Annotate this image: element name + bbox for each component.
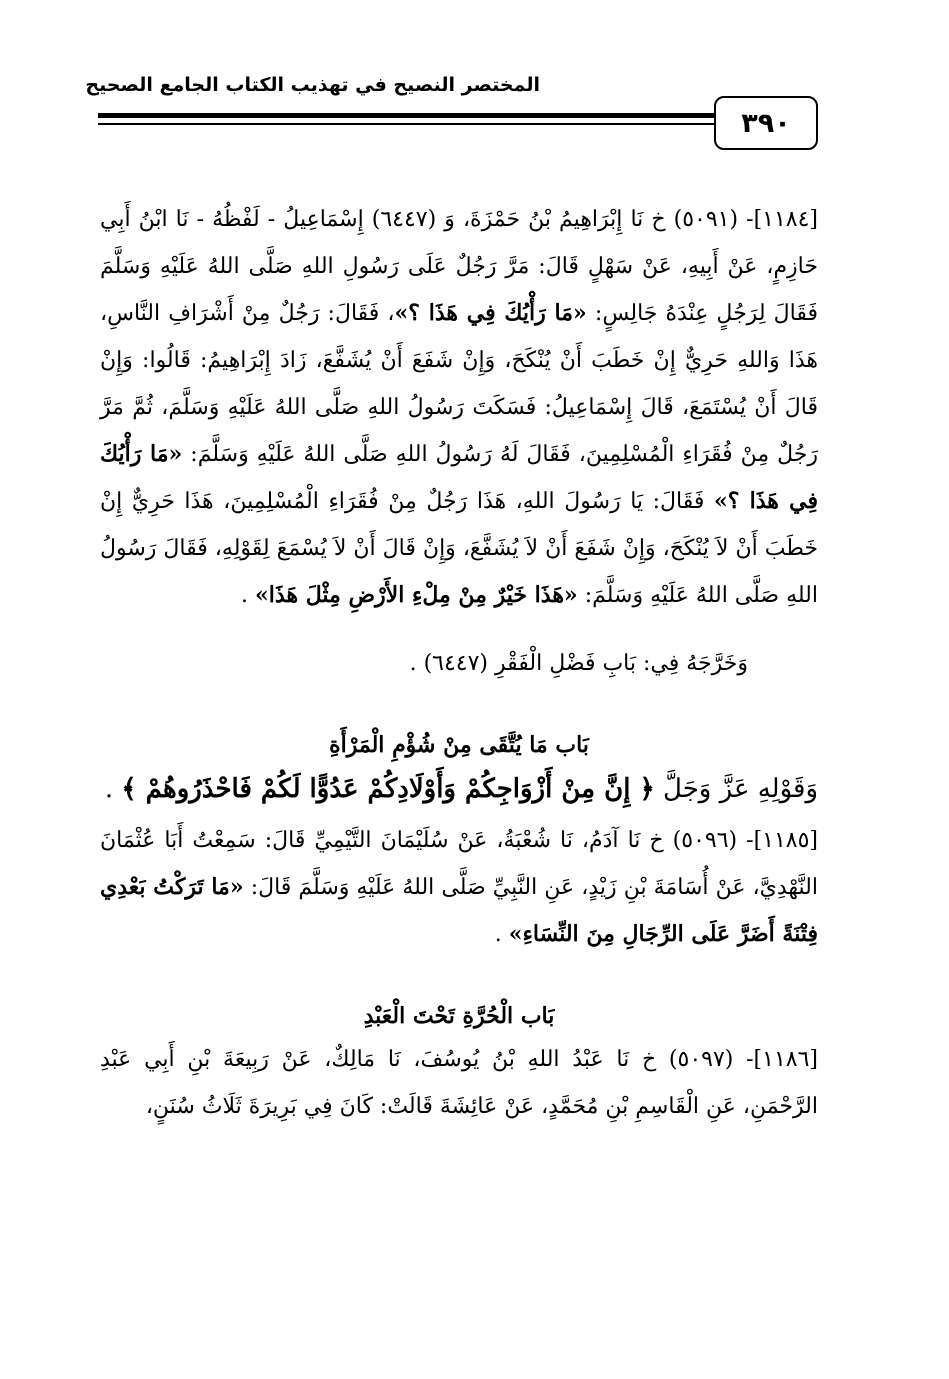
hadith-1185	[100, 817, 818, 958]
verse-paragraph	[100, 765, 818, 813]
hadith-1186	[100, 1036, 818, 1130]
header-rule-thick	[98, 113, 715, 118]
hadith-text: [١١٨٥]- (٥٠٩٦) خ نَا آدَمُ، نَا شُعْبَةُ، عَنْ سُلَيْمَانَ التَّيْمِيِّ قَالَ: سَمِعْتُ أَبَا عُثْمَانَ النَّهْدِيَّ، عَنْ أُسَامَةَ بْنِ زَيْدٍ، عَنِ النَّبِيِّ صَلَّى اللهُ عَلَيْهِ وَسَلَّمَ قَالَ:	[100, 828, 819, 900]
prophetic-quote: «مَا تَرَكْتُ بَعْدِي فِتْنَةً أَضَرَّ عَلَى الرِّجَالِ مِنَ النِّسَاءِ»	[100, 874, 818, 947]
chapter-heading: بَاب مَا يُتَّقَى مِنْ شُؤْمِ الْمَرْأَةِ	[329, 732, 589, 758]
hadith-end: .	[494, 922, 509, 947]
running-title: المختصر النصيح في تهذيب الكتاب الجامع الصحيح	[85, 74, 540, 96]
page-content	[100, 196, 818, 1130]
prophetic-quote: «مَا رَأْيُكَ فِي هَذَا ؟»	[394, 300, 587, 326]
prophetic-quote: «هَذَا خَيْرٌ مِنْ مِلْءِ الأَرْضِ مِثْلَ هَذَا»	[255, 582, 578, 608]
quran-verse: ﴿ إِنَّ مِنْ أَزْوَاجِكُمْ وَأَوْلَادِكُمْ عَدُوًّا لَكُمْ فَاحْذَرُوهُمْ ﴾	[121, 774, 655, 804]
hadith-text: [١١٨٦]- (٥٠٩٧) خ نَا عَبْدُ اللهِ بْنُ يُوسُفَ، نَا مَالِكٌ، عَنْ رَبِيعَةَ بْنِ أَبِي عَبْدِ الرَّحْمَنِ، عَنِ الْقَاسِمِ بْنِ مُحَمَّدٍ، عَنْ عَائِشَةَ قَالَتْ: كَانَ فِي بَرِيرَةَ ثَلَاثُ سُنَنٍ،	[100, 1047, 819, 1119]
hadith-text: ، فَقَالَ: رَجُلٌ مِنْ أَشْرَافِ النَّاسِ، هَذَا وَاللهِ حَرِيٌّ إِنْ خَطَبَ أَنْ يُنْكَحَ، وَإِنْ شَفَعَ أَنْ يُشَفَّعَ، زَادَ إِبْرَاهِيمُ: قَالُوا: وَإِنْ قَالَ أَنْ يُسْتَمَعَ، قَالَ إِسْمَاعِيلُ: فَسَكَتَ رَسُولُ اللهِ صَلَّى اللهُ عَلَيْهِ وَسَلَّمَ، ثُمَّ مَرَّ رَجُلٌ مِنْ فُقَرَاءِ الْمُسْلِمِينَ، فَقَالَ لَهُ رَسُولُ اللهِ صَلَّى اللهُ عَلَيْهِ وَسَلَّمَ:	[100, 301, 819, 467]
hadith-1184	[100, 196, 818, 619]
chapter-heading: بَاب الْحُرَّةِ تَحْتَ الْعَبْدِ	[363, 1003, 555, 1029]
cross-reference-note: وَخَرَّجَهُ فِي: بَابِ فَضْلِ الْفَقْرِ (٦٤٤٧) .	[409, 651, 748, 676]
hadith-text: فَقَالَ: يَا رَسُولَ اللهِ، هَذَا رَجُلٌ مِنْ فُقَرَاءِ الْمُسْلِمِينَ، هَذَا حَرِيٌّ إِنْ خَطَبَ أَنْ لاَ يُنْكَحَ، وَإِنْ شَفَعَ أَنْ لاَ يُشَفَّعَ، وَإِنْ قَالَ أَنْ لاَ يُسْمَعَ لِقَوْلِهِ، فَقَالَ رَسُولُ اللهِ صَلَّى اللهُ عَلَيْهِ وَسَلَّمَ:	[100, 489, 818, 608]
hadith-text: [١١٨٤]- (٥٠٩١) خ نَا إِبْرَاهِيمُ بْنُ حَمْزَةَ، وَ (٦٤٤٧) إِسْمَاعِيلُ - لَفْظُهُ - نَا ابْنُ أَبِي حَازِمٍ، عَنْ أَبِيهِ، عَنْ سَهْلٍ قَالَ: مَرَّ رَجُلٌ عَلَى رَسُولِ اللهِ صَلَّى اللهُ عَلَيْهِ وَسَلَّمَ فَقَالَ لِرَجُلٍ عِنْدَهُ جَالِسٍ:	[100, 207, 819, 326]
verse-end: .	[104, 774, 114, 804]
page-number: ٣٩٠	[714, 96, 818, 150]
prophetic-quote: «مَا رَأْيُكَ فِي هَذَا ؟»	[100, 441, 818, 514]
verse-intro: وَقَوْلِهِ عَزَّ وَجَلَّ	[663, 774, 818, 804]
hadith-end: .	[241, 583, 256, 608]
header-rule-thin	[98, 123, 715, 125]
